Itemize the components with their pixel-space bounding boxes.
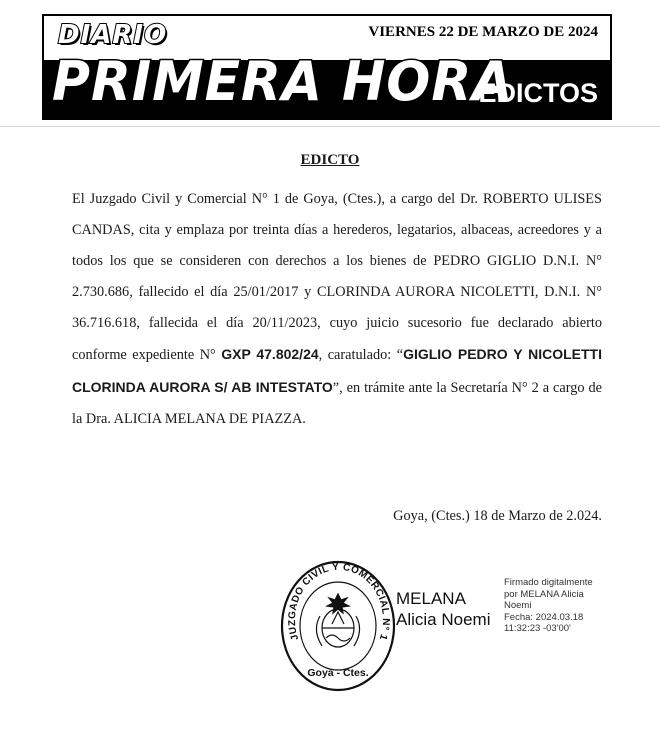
expediente-number: GXP 47.802/24 xyxy=(221,346,319,363)
signer-name xyxy=(396,588,490,630)
court-seal-stamp xyxy=(276,542,400,694)
masthead-date: VIERNES 22 DE MARZO DE 2024 xyxy=(368,24,598,40)
edicto-text-1: El Juzgado Civil y Comercial N° 1 de Goya, (Ctes.), a cargo del Dr. ROBERTO ULISES CANDAS, cita y emplaza por treinta días a herederos, legatarios, albaceas, acreedores y a todos los que se consideren con derechos a los bienes de PEDRO GIGLIO D.N.I. N° 2.730.686, fallecido el día 25/01/2017 y CLORINDA AURORA NICOLETTI, D.N.I. N° 36.716.618, fallecida el día 20/11/2023, cuyo juicio sucesorio fue declarado abierto conforme expediente N° xyxy=(72,191,602,364)
signature-info-line: Fecha: 2024.03.18 xyxy=(504,611,584,623)
masthead-brand-top: DIARIO xyxy=(58,20,168,50)
svg-text:Goya - Ctes.: Goya - Ctes. xyxy=(307,667,369,679)
digital-signature-info xyxy=(504,577,624,635)
edicto-text-2: , caratulado: “ xyxy=(318,347,404,364)
coat-of-arms-icon xyxy=(316,594,359,647)
signer-given-names: Alicia Noemi xyxy=(396,610,491,629)
edicto-body xyxy=(72,184,602,435)
signature-info-line: por MELANA Alicia xyxy=(504,588,584,600)
newspaper-masthead xyxy=(42,14,612,120)
edicto-title: EDICTO xyxy=(300,152,360,168)
place-and-date: Goya, (Ctes.) 18 de Marzo de 2.024. xyxy=(393,508,602,524)
caratula: GIGLIO PEDRO Y NICOLETTI CLORINDA AURORA S/ AB INTESTATO xyxy=(72,346,602,395)
section-label: EDICTOS xyxy=(478,78,598,108)
masthead-brand-main: PRIMERA HORA xyxy=(52,50,514,113)
svg-text:JUZGADO CIVIL Y COMERCIAL N° 1: JUZGADO CIVIL Y COMERCIAL N° 1 xyxy=(286,561,392,642)
header-divider xyxy=(0,126,660,127)
signature-info-line: 11:32:23 -03'00' xyxy=(504,623,571,635)
signature-info-line: Firmado digitalmente xyxy=(504,577,593,588)
edicto-text-3: ”, en trámite ante la Secretaría N° 2 a cargo de la Dra. ALICIA MELANA DE PIAZZA. xyxy=(72,379,602,427)
signer-surname: MELANA xyxy=(396,589,466,608)
signature-info-line: Noemi xyxy=(504,600,532,612)
